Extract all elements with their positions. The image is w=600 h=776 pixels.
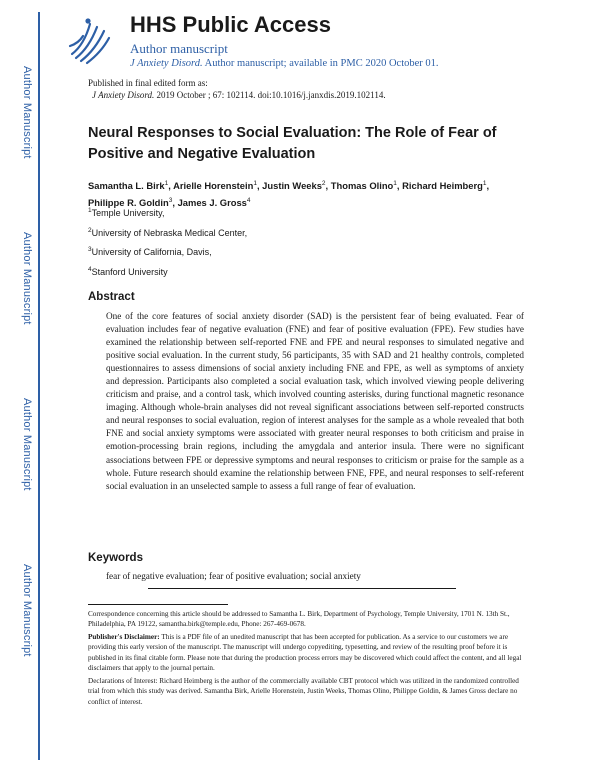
sidebar-label: Author Manuscript	[21, 398, 33, 491]
affiliation-text: University of Nebraska Medical Center,	[91, 228, 248, 238]
footnote-divider	[88, 604, 228, 605]
correspondence-note: Correspondence concerning this article should be addressed to Samantha L. Birk, Department of Psychology, Temple University, 1701 N. 13th St., Philadelphia, PA 19122, samantha.birk@temple.edu, Phone: 267-469-0678.	[88, 610, 510, 629]
journal-name: J Anxiety Disord.	[130, 58, 203, 69]
author-sup: 1	[393, 180, 397, 187]
disclaimer-label: Publisher's Disclaimer:	[88, 633, 160, 641]
affiliation-sup: 1	[88, 207, 92, 214]
publisher-disclaimer	[88, 632, 524, 673]
author-name: Richard Heimberg	[402, 180, 483, 192]
author-sup: 3	[168, 197, 173, 205]
paper-title: Neural Responses to Social Evaluation: The Role of Fear of Positive and Negative Evaluation	[88, 125, 497, 162]
author-sup: 1	[164, 180, 169, 187]
citation	[92, 90, 386, 100]
author-sup: 4	[246, 197, 251, 205]
author-sup: 1	[253, 180, 257, 187]
author-name: Justin Weeks	[262, 180, 322, 192]
affiliation	[88, 266, 168, 277]
affiliation-text: Temple University,	[91, 208, 165, 218]
keywords-heading: Keywords	[88, 552, 143, 564]
abstract-text: One of the core features of social anxiety disorder (SAD) is the persistent fear of being evaluated. Fear of evaluation includes fear of negative evaluation (FNE) and fear of positive evaluation (FPE). Few studies have examined the relationship between self-reported FNE and FPE and neural responses to simulated negative and positive social evaluation. In the current study, 56 participants, 35 with SAD and 21 healthy controls, completed questionnaires to assess dimensions of social anxiety including FNE and FPE, as well as symptoms of anxiety and depression. Participants also completed a social evaluation task, which involved viewing people delivering criticism and praise, and a control task, which involved counting asterisks, during functional magnetic resonance imaging. Although whole-brain analyses did not reveal significant associations between self-reported constructs and neural responses to social evaluation, region of interest analyses for the sample as a whole revealed that both FNE and social anxiety symptoms were associated with greater neural responses to both criticism and praise in emotion-processing brain regions, including the amygdala and anterior insula. There were no significant associations between FPE or depressive symptoms and neural responses to criticism or praise for the sample as a whole. Future research should examine the relationship between FNE, FPE, and neural responses to self-referent social evaluation in an unselected sample to assess a full range of fear of evaluation.	[106, 311, 524, 491]
author-name: Arielle Horenstein	[173, 180, 254, 192]
affiliation-sup: 3	[88, 246, 92, 253]
manuscript-status: Author manuscript	[130, 41, 228, 56]
affiliation	[88, 246, 212, 257]
hhs-eagle-icon	[64, 14, 114, 66]
sidebar-label: Author Manuscript	[21, 232, 33, 325]
interest-declaration: Declarations of Interest: Richard Heimberg is the author of the commercially available CBT protocol which was utilized in the randomized controlled trial from which this study was derived. Samantha Birk, Arielle Horenstein, Justin Weeks, Thomas Olino, Philippe Goldin, & James Gross declare no conflict of interest.	[88, 677, 519, 706]
author-list: Samantha L. Birk$^1$, Arielle Horenstein$^1$, Justin Weeks$^2$, Thomas Olino$^1$, Richard Heimberg$^1$, Philippe R. Goldin$^3$, James J. Gross$^4$	[88, 180, 490, 209]
affiliation-sup: 2	[88, 227, 92, 234]
sidebar-label: Author Manuscript	[21, 66, 33, 159]
citation-journal: J Anxiety Disord.	[92, 90, 155, 100]
published-label: Published in final edited form as:	[88, 78, 208, 88]
disclaimer-text: This is a PDF file of an unedited manuscript that has been accepted for publication. As a service to our customers we are providing this early version of the manuscript. The manuscript will undergo copyediting, typesetting, and review of the resulting proof before it is published in its final citable form. Please note that during the production process errors may be discovered which could affect the content, and all legal disclaimers that apply to the journal pertain.	[88, 633, 522, 672]
sidebar-label: Author Manuscript	[21, 564, 33, 657]
author-name: James J. Gross	[177, 197, 247, 209]
sidebar-rule	[38, 12, 40, 760]
author-name: Samantha L. Birk	[88, 180, 165, 192]
author-sup: 1	[482, 180, 487, 187]
author-name: Philippe R. Goldin	[88, 197, 169, 209]
citation-details: 2019 October ; 67: 102114. doi:10.1016/j.janxdis.2019.102114.	[154, 90, 386, 100]
abstract-heading: Abstract	[88, 291, 135, 303]
affiliation-text: University of California, Davis,	[91, 247, 212, 257]
journal-availability	[130, 58, 439, 69]
keywords-divider	[148, 588, 456, 589]
keywords-text: fear of negative evaluation; fear of positive evaluation; social anxiety	[106, 571, 361, 581]
manuscript-sidebar	[0, 0, 40, 776]
author-sup: 2	[321, 180, 326, 187]
affiliation	[88, 227, 247, 238]
hhs-title: HHS Public Access	[130, 12, 331, 37]
author-name: Thomas Olino	[330, 180, 394, 192]
affiliation-text: Stanford University	[91, 267, 168, 277]
affiliation-sup: 4	[88, 266, 92, 273]
affiliation	[88, 207, 164, 218]
availability-text: Author manuscript; available in PMC 2020 October 01.	[202, 58, 439, 69]
